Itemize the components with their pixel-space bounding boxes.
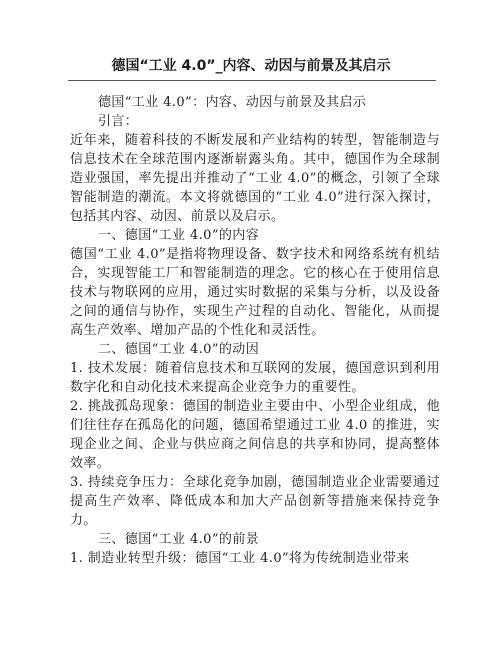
section-paragraph-content: 德国“工业 4.0”是指将物理设备、数字技术和网络系统有机结合，实现智能工厂和智能制造的理念。它的核心在于使用信息技术与物联网的应用，通过实时数据的采集与分析，以及设备之间的通信与协作，实现生产过程的自动化、智能化，从而提高生产效率、增加产品的个性化和灵活性。 <box>70 247 440 338</box>
intro-paragraph: 近年来，随着科技的不断发展和产业结构的转型，智能制造与信息技术在全球范围内逐渐崭露头角。其中，德国作为全球制造业强国，率先提出并推动了“工业 4.0”的概念，引领了全球智能制造的潮流。本文将就德国的“工业 4.0”进行深入探讨，包括其内容、动因、前景以及启示。 <box>70 133 440 224</box>
list-item-motive: 2. 挑战孤岛现象：德国的制造业主要由中、小型企业组成，他们往往存在孤岛化的问题，德国希望通过工业 4.0 的推进，实现企业之间、企业与供应商之间信息的共享和协同，提高整体效率。 <box>70 399 440 471</box>
intro-heading: 引言： <box>98 114 139 129</box>
list-item-prospect: 1. 制造业转型升级：德国“工业 4.0”将为传统制造业带来 <box>70 551 410 566</box>
section-heading-motives: 二、德国“工业 4.0”的动因 <box>98 342 260 357</box>
list-item-motive: 3. 持续竞争压力：全球化竞争加剧，德国制造业企业需要通过提高生产效率、降低成本和加大产品创新等措施来保持竞争力。 <box>70 475 440 528</box>
list-item-motive: 1. 技术发展：随着信息技术和互联网的发展，德国意识到利用数字化和自动化技术来提高企业竞争力的重要性。 <box>70 361 440 395</box>
document-subtitle: 德国“工业 4.0”：内容、动因与前景及其启示 <box>98 95 367 110</box>
section-heading-content: 一、德国“工业 4.0”的内容 <box>98 228 260 243</box>
document-title: 德国“工业 4.0”_内容、动因与前景及其启示 <box>111 58 391 74</box>
document-body <box>70 93 440 568</box>
title-divider <box>68 80 436 81</box>
section-heading-prospects: 三、德国“工业 4.0”的前景 <box>98 532 260 547</box>
